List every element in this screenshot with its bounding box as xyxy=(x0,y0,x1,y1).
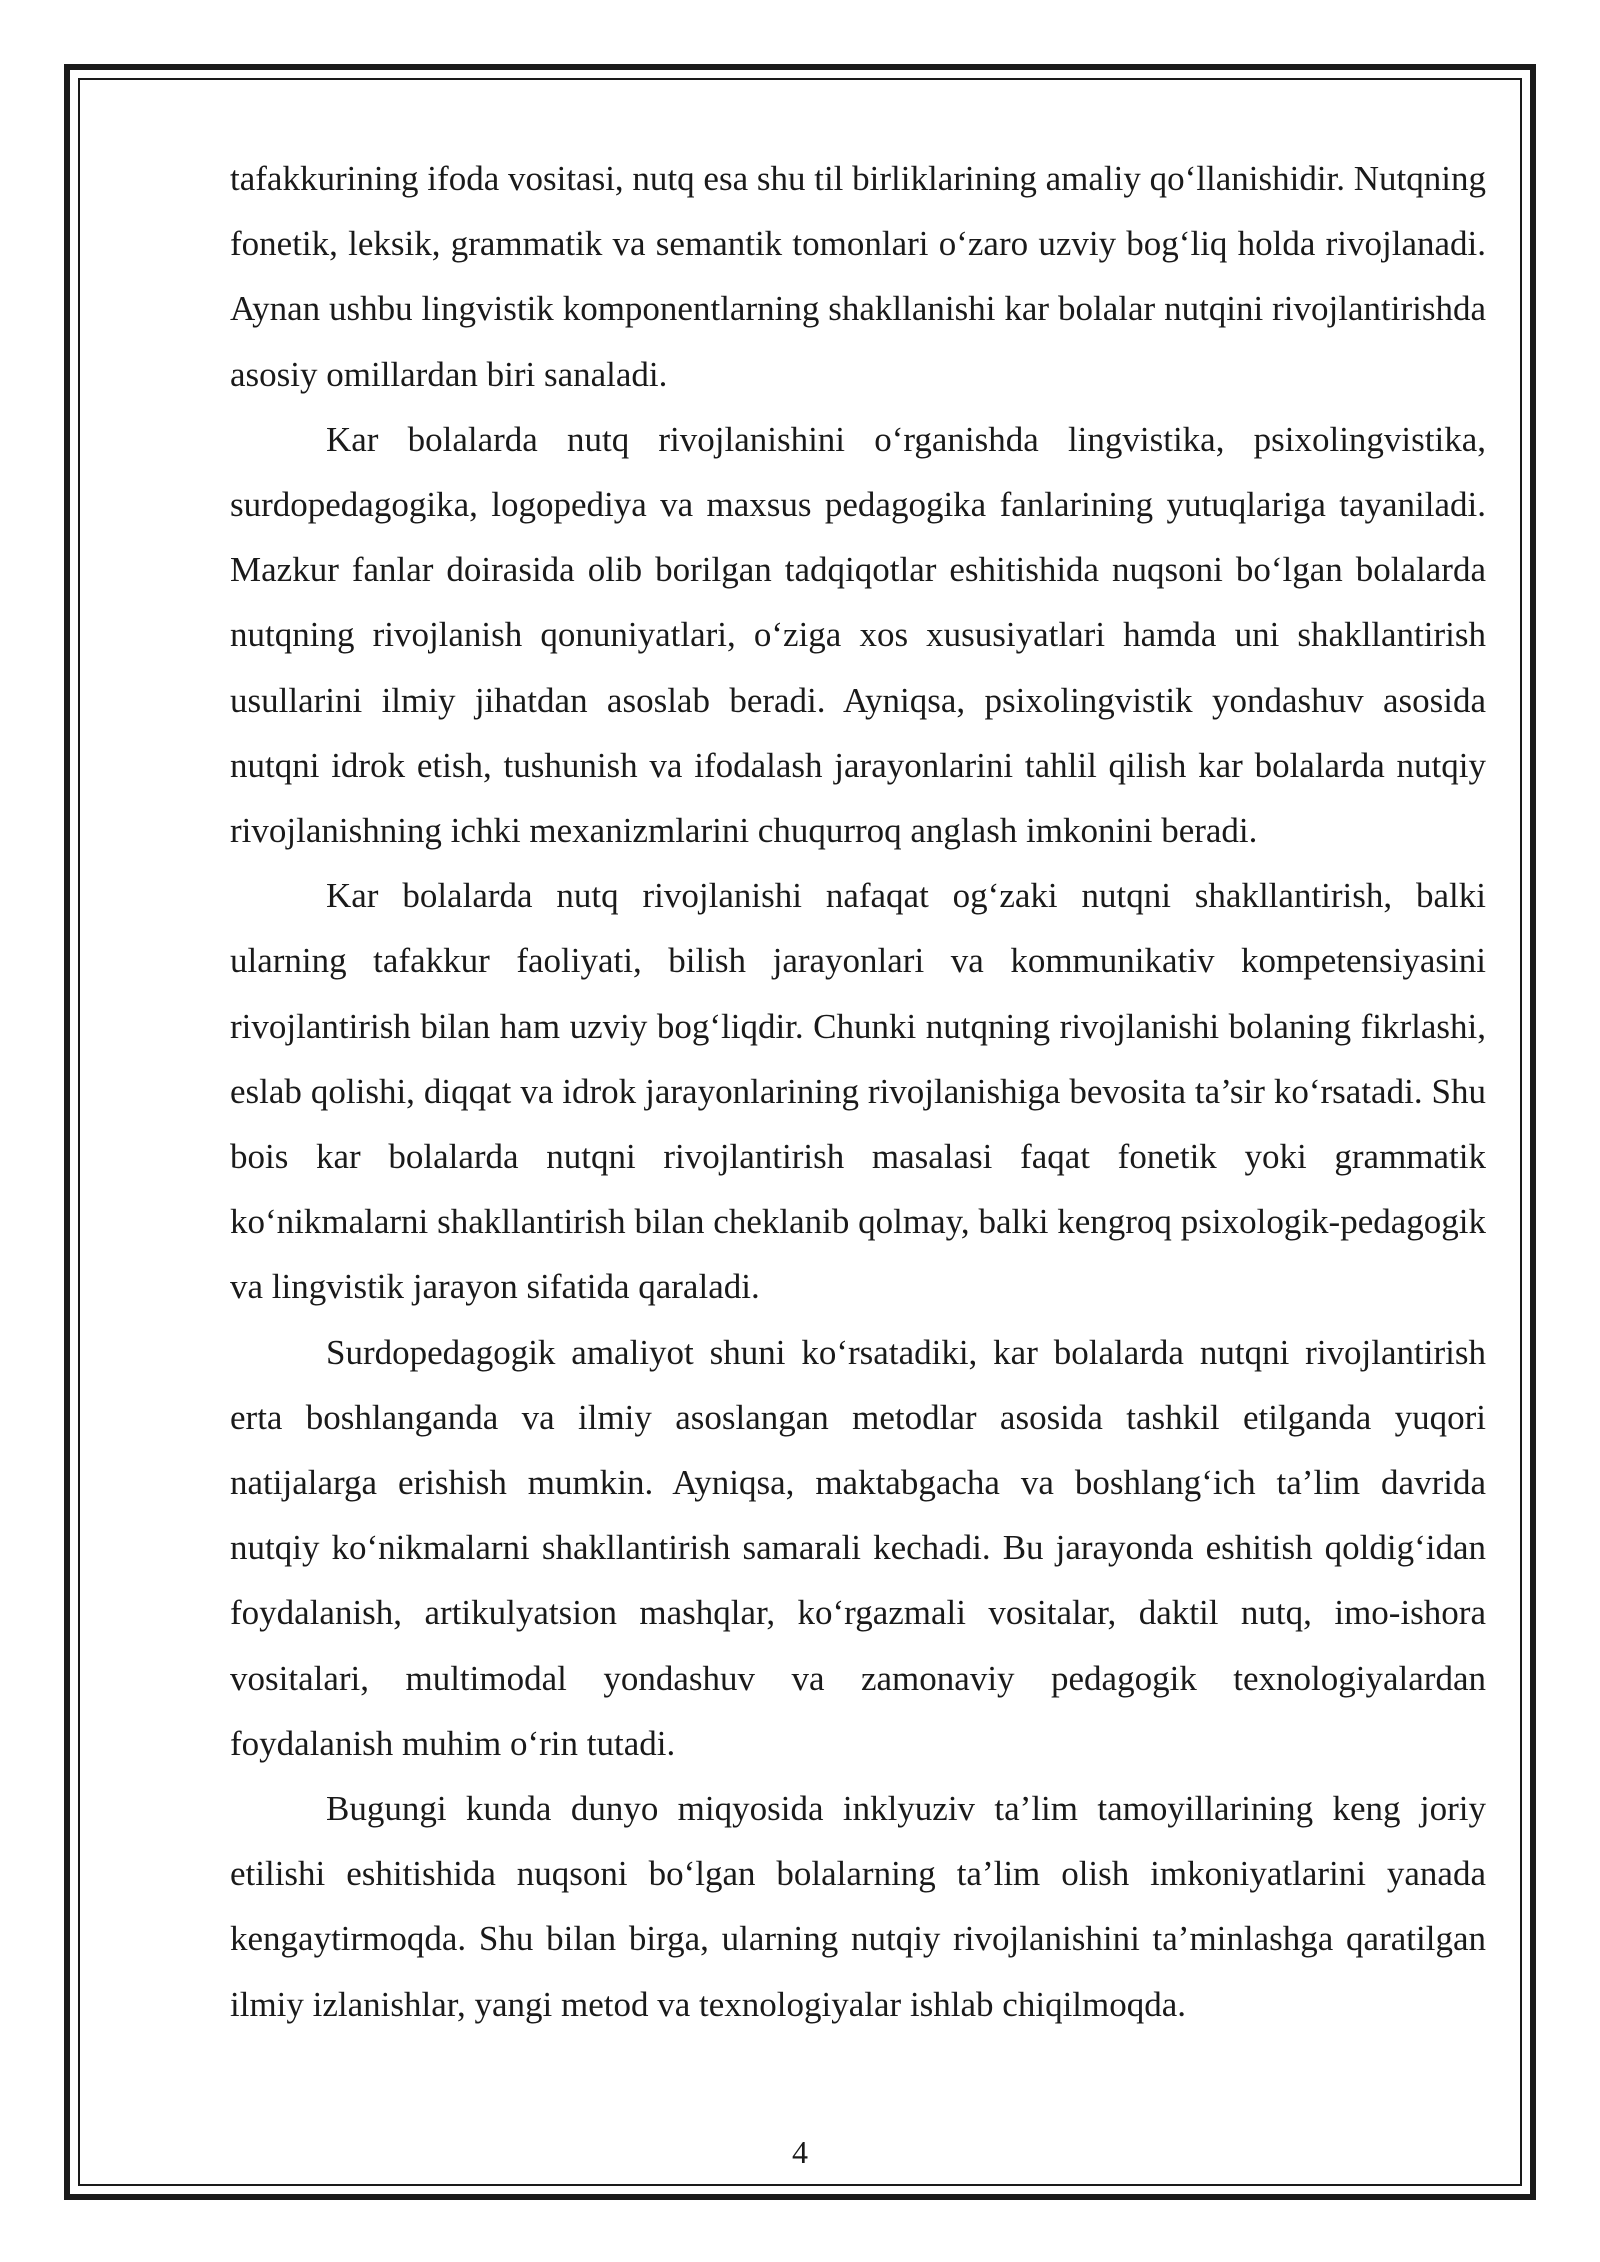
paragraph-2: Kar bolalarda nutq rivojlanishini o‘rganishda lingvistika, psixolingvistika, surdopedagogika, logopediya va maxsus pedagogika fanlarining yutuqlariga tayaniladi. Mazkur fanlar doirasida olib borilgan tadqiqotlar eshitishida nuqsoni bo‘lgan bolalarda nutqning rivojlanish qonuniyatlari, o‘ziga xos xususiyatlari hamda uni shakllantirish usullarini ilmiy jihatdan asoslab beradi. Ayniqsa, psixolingvistik yondashuv asosida nutqni idrok etish, tushunish va ifodalash jarayonlarini tahlil qilish kar bolalarda nutqiy rivojlanishning ichki mexanizmlarini chuqurroq anglash imkonini beradi. xyxy=(230,419,1486,851)
paragraph-4: Surdopedagogik amaliyot shuni ko‘rsatadiki, kar bolalarda nutqni rivojlantirish erta boshlanganda va ilmiy asoslangan metodlar asosida tashkil etilganda yuqori natijalarga erishish mumkin. Ayniqsa, maktabgacha va boshlang‘ich ta’lim davrida nutqiy ko‘nikmalarni shakllantirish samarali kechadi. Bu jarayonda eshitish qoldig‘idan foydalanish, artikulyatsion mashqlar, ko‘rgazmali vositalar, daktil nutq, imo-ishora vositalari, multimodal yondashuv va zamonaviy pedagogik texnologiyalardan foydalanish muhim o‘rin tutadi. xyxy=(230,1332,1486,1763)
document-body xyxy=(230,146,1486,2037)
paragraph-5: Bugungi kunda dunyo miqyosida inklyuziv ta’lim tamoyillarining keng joriy etilishi eshitishida nuqsoni bo‘lgan bolalarning ta’lim olish imkoniyatlarini yanada kengaytirmoqda. Shu bilan birga, ularning nutqiy rivojlanishini ta’minlashga qaratilgan ilmiy izlanishlar, yangi metod va texnologiyalar ishlab chiqilmoqda. xyxy=(230,1789,1486,2024)
paragraph-1: tafakkurining ifoda vositasi, nutq esa shu til birliklarining amaliy qo‘llanishidir. Nutqning fonetik, leksik, grammatik va semantik tomonlari o‘zaro uzviy bog‘liq holda rivojlanadi. Aynan ushbu lingvistik komponentlarning shakllanishi kar bolalar nutqini rivojlantirishda asosiy omillardan biri sanaladi. xyxy=(230,159,1486,394)
paragraph-3: Kar bolalarda nutq rivojlanishi nafaqat og‘zaki nutqni shakllantirish, balki ularning tafakkur faoliyati, bilish jarayonlari va kommunikativ kompetensiyasini rivojlantirish bilan ham uzviy bog‘liqdir. Chunki nutqning rivojlanishi bolaning fikrlashi, eslab qolishi, diqqat va idrok jarayonlarining rivojlanishiga bevosita ta’sir ko‘rsatadi. Shu bois kar bolalarda nutqni rivojlantirish masalasi faqat fonetik yoki grammatik ko‘nikmalarni shakllantirish bilan cheklanib qolmay, balki kengroq psixologik-pedagogik va lingvistik jarayon sifatida qaraladi. xyxy=(230,876,1486,1307)
page-number: 4 xyxy=(792,2134,808,2170)
